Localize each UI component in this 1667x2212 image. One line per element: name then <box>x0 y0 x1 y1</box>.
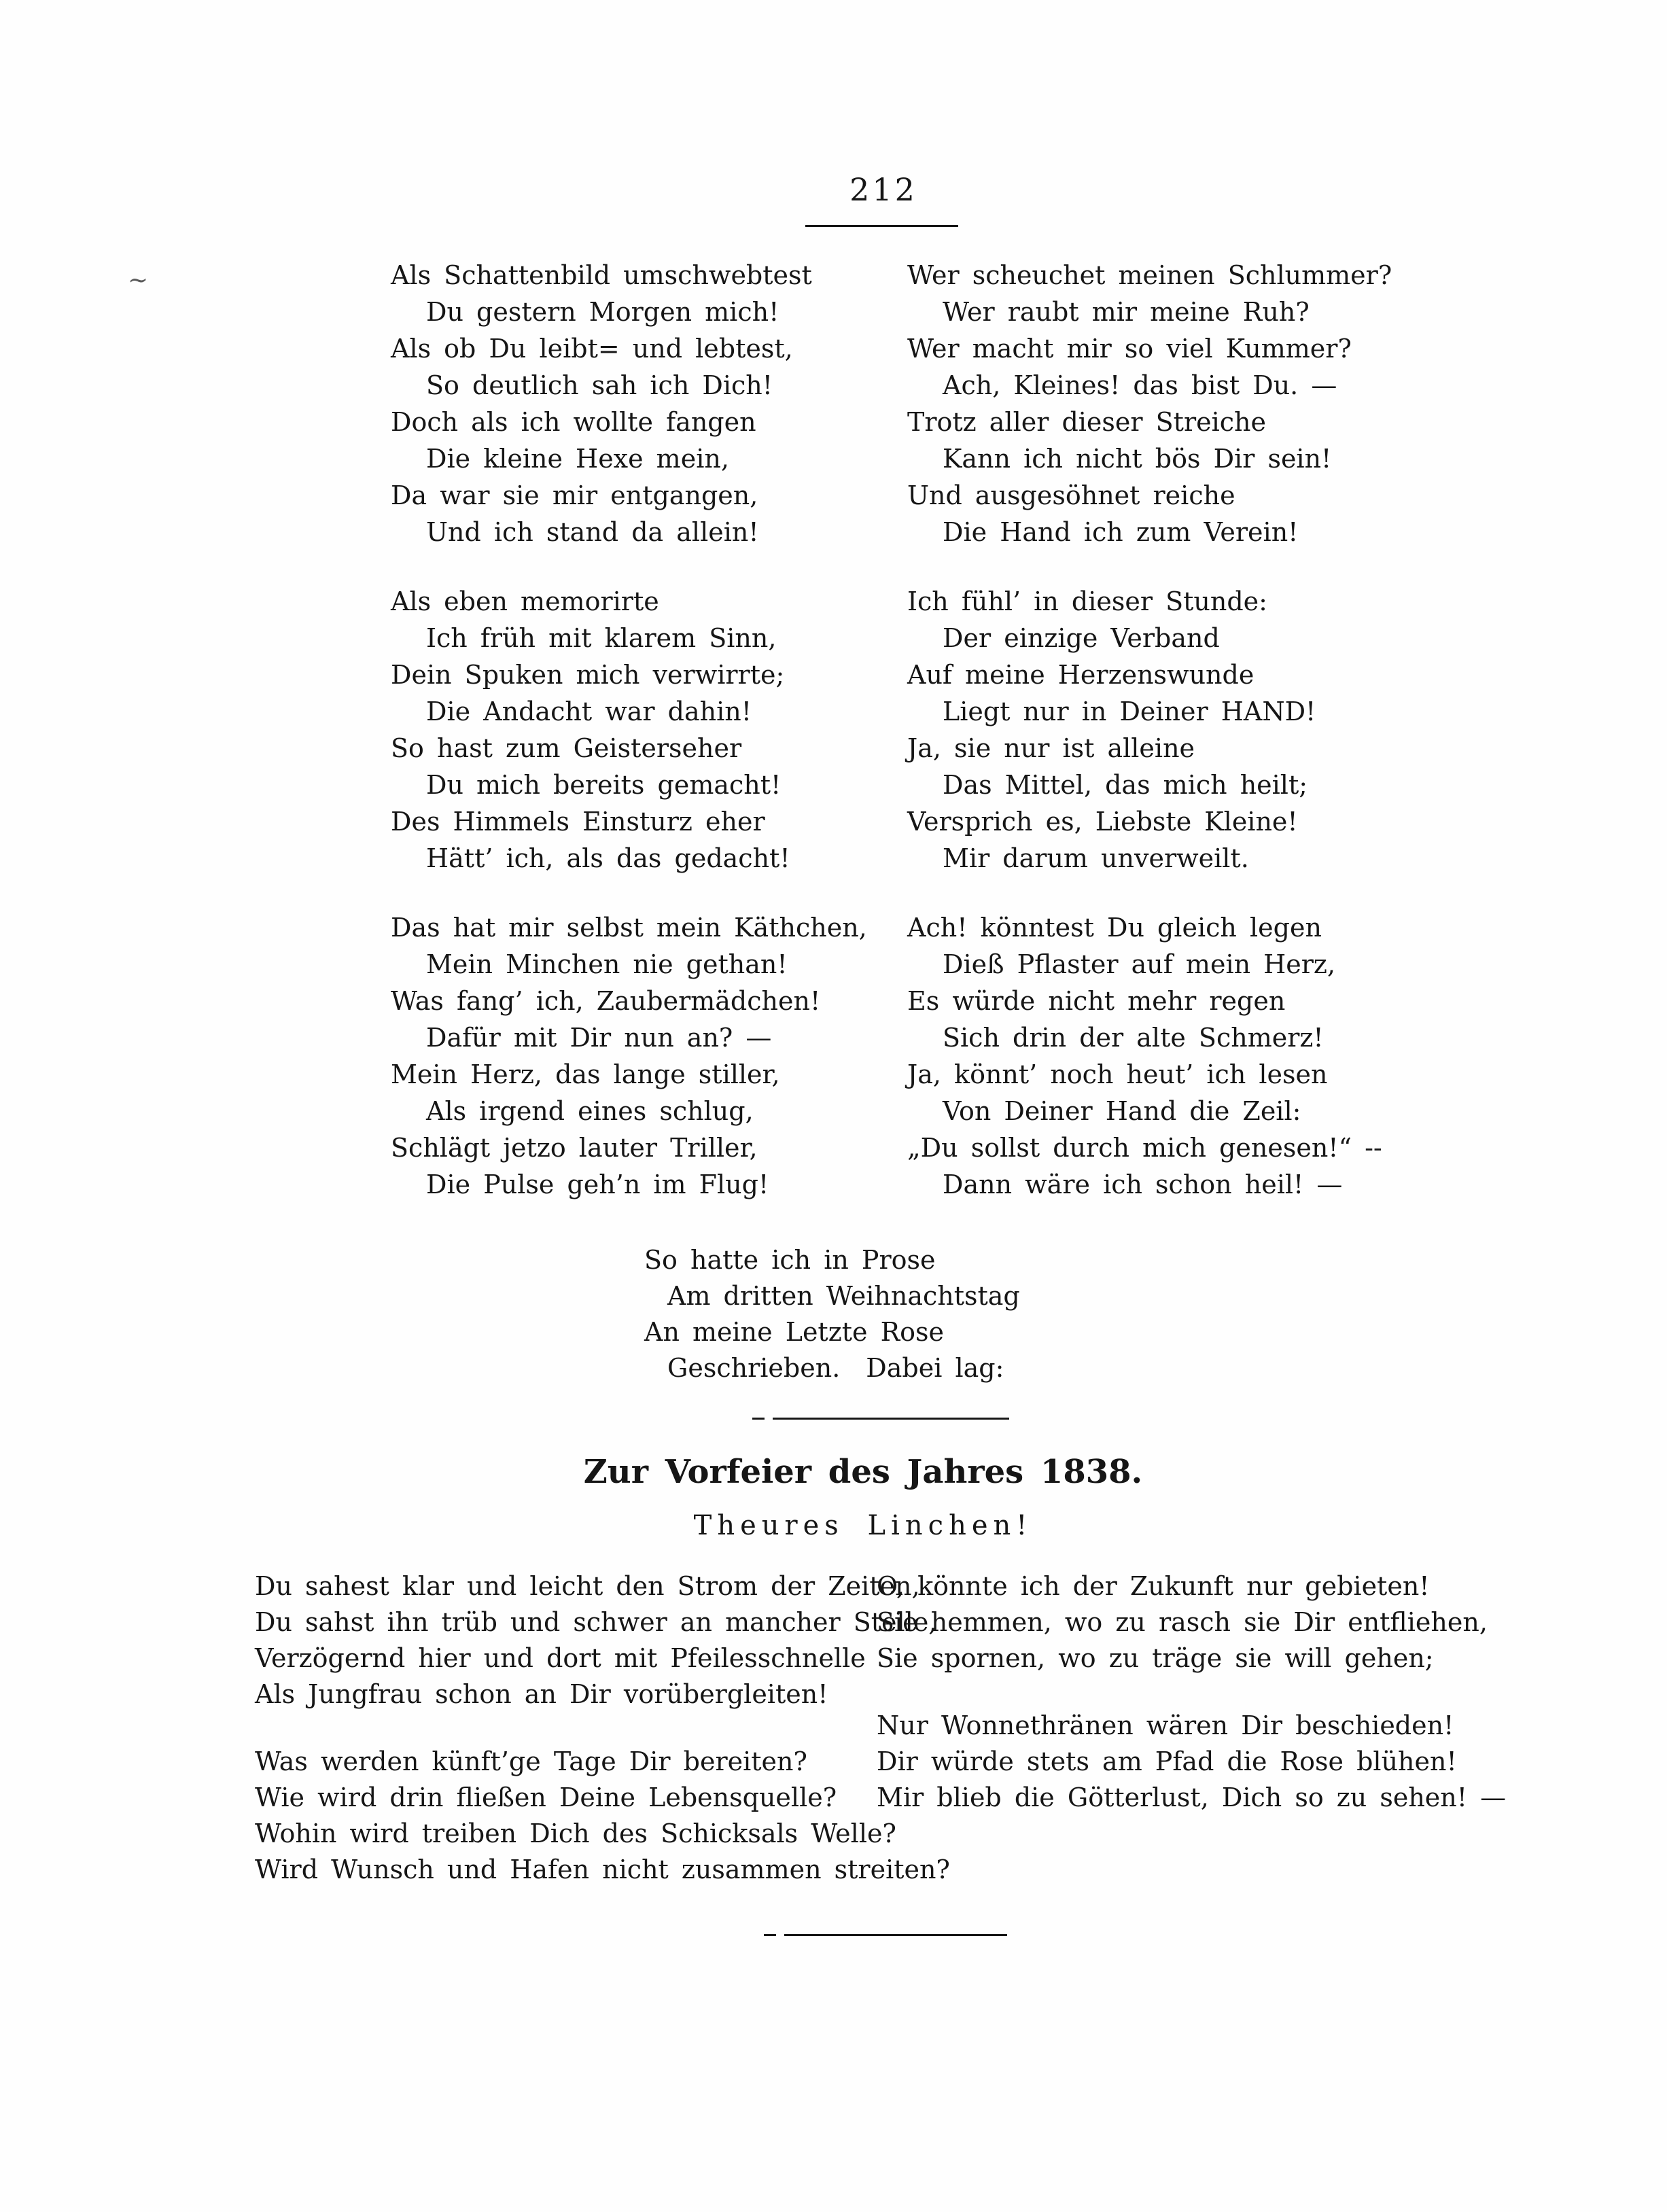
poem-line: So deutlich sah ich Dich! <box>426 370 773 400</box>
poem-line: Ich früh mit klarem Sinn, <box>426 623 777 653</box>
poem-line: So hast zum Geisterseher <box>391 733 742 763</box>
section-divider-rule <box>773 1418 1009 1420</box>
poem-line: Geschrieben. Dabei lag: <box>667 1353 1004 1383</box>
poem-line: Ich fühl’ in dieser Stunde: <box>907 586 1267 616</box>
stanza <box>907 909 1382 1203</box>
poem-line: Dir würde stets am Pfad die Rose blühen! <box>877 1746 1457 1776</box>
poem-line: Schlägt jetzo lauter Triller, <box>391 1133 758 1163</box>
poem-line: Versprich es, Liebste Kleine! <box>907 807 1298 837</box>
poem-line: Wird Wunsch und Hafen nicht zusammen streiten? <box>255 1855 950 1884</box>
poem-line: So hatte ich in Prose <box>644 1245 936 1275</box>
poem2-left-column <box>255 1568 950 1919</box>
poem-line: Sie spornen, wo zu träge sie will gehen; <box>877 1643 1434 1673</box>
salutation: Theures Linchen! <box>693 1510 1033 1541</box>
poem-line: Es würde nicht mehr regen <box>907 986 1286 1016</box>
poem-line: Als Schattenbild umschwebtest <box>391 260 812 290</box>
poem-line: Ja, sie nur ist alleine <box>907 733 1195 763</box>
poem-line: Die Andacht war dahin! <box>426 697 752 726</box>
poem-line: Da war sie mir entgangen, <box>391 480 758 510</box>
poem-line: „Du sollst durch mich genesen!“ -- <box>907 1133 1382 1163</box>
poem-line: Wer macht mir so viel Kummer? <box>907 334 1352 364</box>
poem-line: Als ob Du leibt= und lebtest, <box>391 334 793 364</box>
poem-line: Und ich stand da allein! <box>426 517 759 547</box>
poem-line: Wohin wird treiben Dich des Schicksals Welle? <box>255 1819 896 1848</box>
poem-line: Des Himmels Einsturz eher <box>391 807 765 837</box>
poem1-closing-stanza <box>644 1242 1020 1419</box>
stanza <box>907 583 1369 877</box>
poem-line: Nur Wonnethränen wären Dir beschieden! <box>877 1710 1454 1740</box>
poem-line: Auf meine Herzenswunde <box>907 660 1254 690</box>
stanza <box>877 1708 1507 1816</box>
poem-line: Als Jungfrau schon an Dir vorübergleiten! <box>255 1679 828 1709</box>
section-title: Zur Vorfeier des Jahres 1838. <box>583 1453 1143 1491</box>
poem-line: Dann wäre ich schon heil! — <box>943 1170 1343 1199</box>
poem-line: Mir darum unverweilt. <box>943 843 1249 873</box>
poem-line: Liegt nur in Deiner HAND! <box>943 697 1316 726</box>
stanza <box>391 909 867 1203</box>
poem-line: Trotz aller dieser Streiche <box>907 407 1267 437</box>
page-number-rule <box>805 225 958 227</box>
poem-line: Die Hand ich zum Verein! <box>943 517 1299 547</box>
stanza <box>907 257 1392 550</box>
poem-line: Dafür mit Dir nun an? — <box>426 1023 772 1053</box>
poem-line: Und ausgesöhnet reiche <box>907 480 1235 510</box>
poem1-left-column <box>391 257 867 1235</box>
poem-line: Die Pulse geh’n im Flug! <box>426 1170 769 1199</box>
stanza <box>391 257 839 550</box>
poem-line: Das hat mir selbst mein Käthchen, <box>391 913 867 943</box>
poem-line: Du sahest klar und leicht den Strom der Zeiten, <box>255 1571 920 1601</box>
poem-line: Dieß Pflaster auf mein Herz, <box>943 949 1336 979</box>
poem-line: Wer scheuchet meinen Schlummer? <box>907 260 1392 290</box>
poem-line: Sich drin der alte Schmerz! <box>943 1023 1324 1053</box>
poem-line: Mir blieb die Götterlust, Dich so zu sehen! — <box>877 1783 1507 1812</box>
poem-line: Hätt’ ich, als das gedacht! <box>426 843 790 873</box>
poem-line: Was werden künft’ge Tage Dir bereiten? <box>255 1746 807 1776</box>
poem-line: Dein Spuken mich verwirrte; <box>391 660 785 690</box>
stanza <box>391 583 839 877</box>
poem-line: Ach, Kleines! das bist Du. — <box>943 370 1337 400</box>
poem-line: An meine Letzte Rose <box>644 1317 945 1347</box>
poem-line: Als eben memorirte <box>391 586 659 616</box>
stanza <box>255 1568 937 1713</box>
stanza <box>877 1568 1495 1676</box>
poem-line: Verzögernd hier und dort mit Pfeilesschnelle <box>255 1643 866 1673</box>
poem-line: Ach! könntest Du gleich legen <box>907 913 1322 943</box>
poem-line: Am dritten Weihnachtstag <box>667 1281 1020 1311</box>
poem-line: O, könnte ich der Zukunft nur gebieten! <box>877 1571 1430 1601</box>
poem2-right-column <box>877 1568 1507 1847</box>
poem-line: Die kleine Hexe mein, <box>426 444 729 474</box>
poem-line: Du mich bereits gemacht! <box>426 770 782 800</box>
margin-artifact: ~ <box>128 266 149 294</box>
poem-line: Der einzige Verband <box>943 623 1220 653</box>
poem-line: Du gestern Morgen mich! <box>426 297 779 327</box>
poem-line: Doch als ich wollte fangen <box>391 407 756 437</box>
poem-line: Was fang’ ich, Zaubermädchen! <box>391 986 821 1016</box>
poem-line: Von Deiner Hand die Zeil: <box>943 1096 1301 1126</box>
stanza <box>644 1242 1020 1386</box>
poem-line: Mein Herz, das lange stiller, <box>391 1059 780 1089</box>
poem-line: Als irgend eines schlug, <box>426 1096 754 1126</box>
poem-line: Mein Minchen nie gethan! <box>426 949 788 979</box>
stanza <box>255 1744 950 1888</box>
poem-line: Wie wird drin fließen Deine Lebensquelle? <box>255 1783 837 1812</box>
end-divider-rule <box>784 1934 1007 1936</box>
poem-line: Ja, könnt’ noch heut’ ich lesen <box>907 1059 1328 1089</box>
page-number: 212 <box>849 171 917 208</box>
poem-line: Kann ich nicht bös Dir sein! <box>943 444 1332 474</box>
poem-line: Du sahst ihn trüb und schwer an mancher Stelle, <box>255 1607 937 1637</box>
poem-line: Das Mittel, das mich heilt; <box>943 770 1308 800</box>
poem-line: Wer raubt mir meine Ruh? <box>943 297 1310 327</box>
poem-line: Sie hemmen, wo zu rasch sie Dir entfliehen, <box>877 1607 1488 1637</box>
poem1-right-column <box>907 257 1392 1235</box>
